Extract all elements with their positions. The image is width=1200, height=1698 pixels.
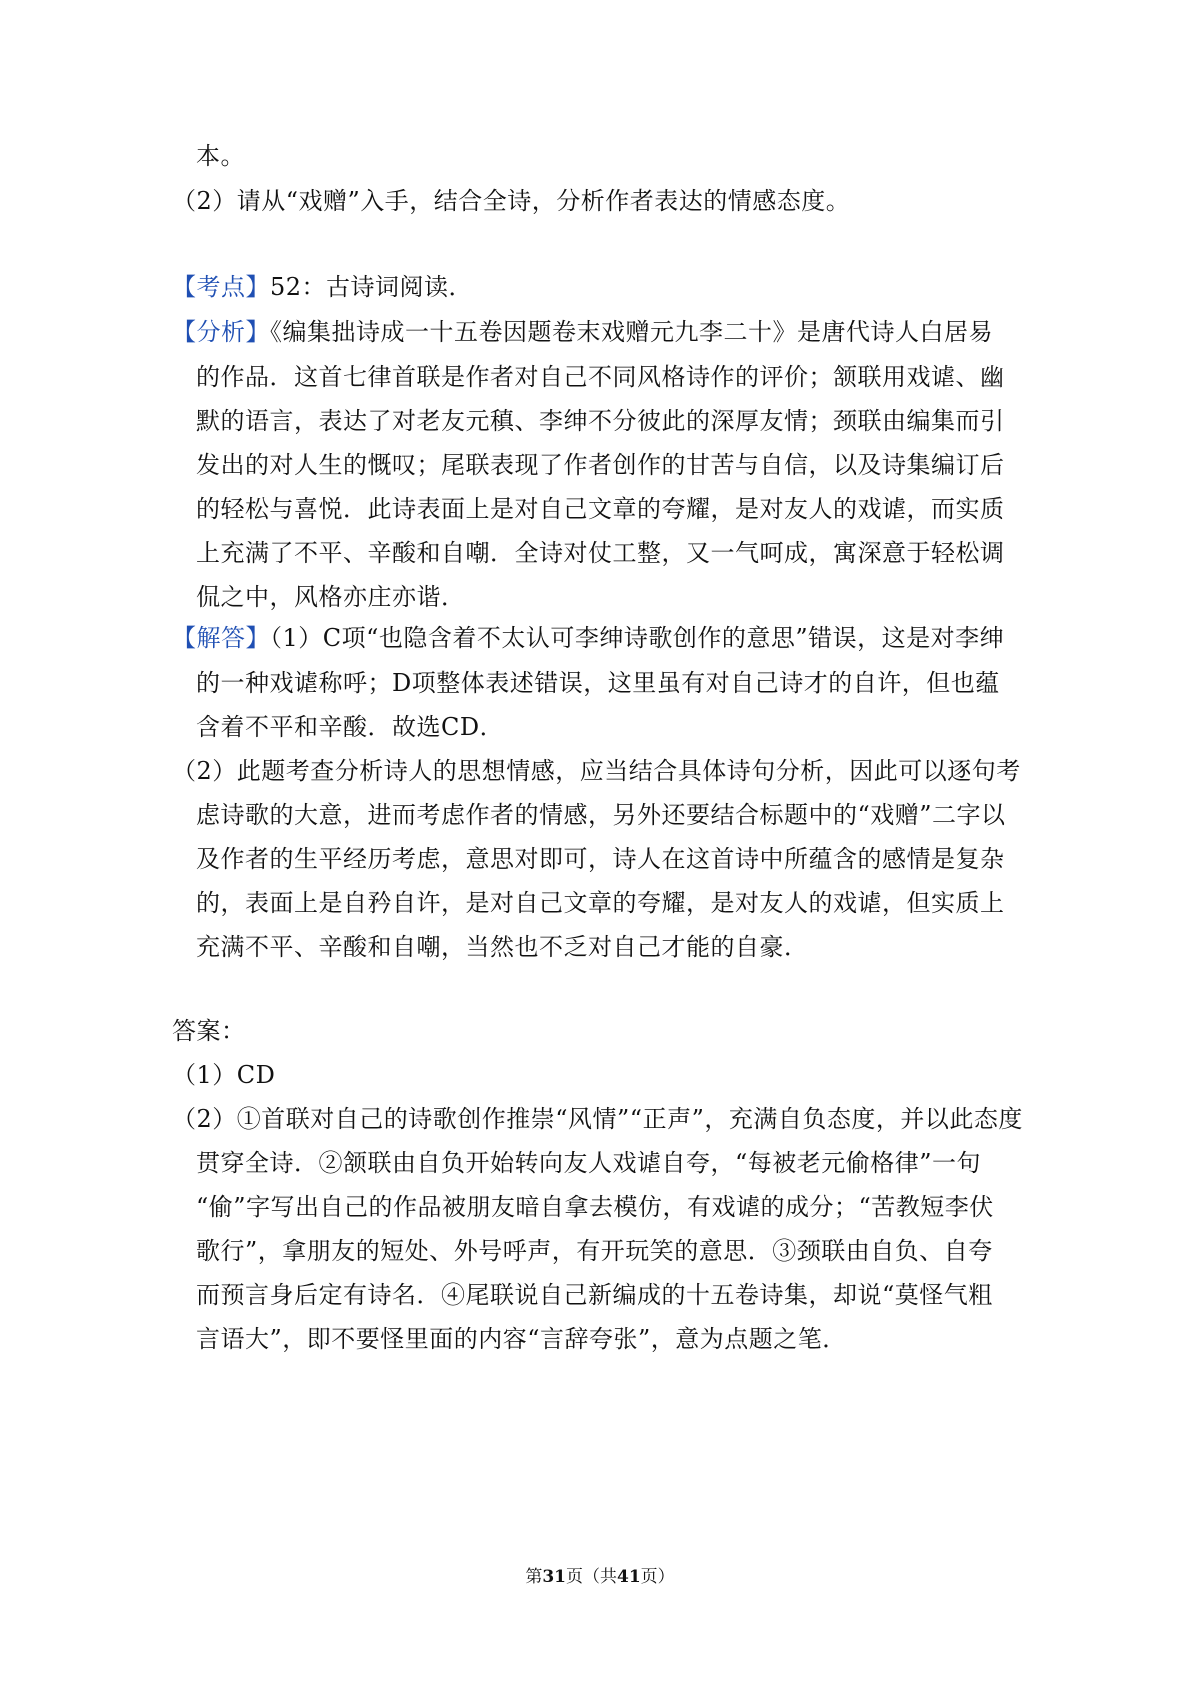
answer-2-line: 贯穿全诗．②颔联由自负开始转向友人戏谑自夸，“每被老元偷格律”一句 xyxy=(196,1149,982,1177)
jieda-part2-line: 的，表面上是自矜自许，是对自己文章的夸耀，是对友人的戏谑，但实质上 xyxy=(196,889,1005,917)
fenxi-line: 发出的对人生的慨叹；尾联表现了作者创作的甘苦与自信，以及诗集编订后 xyxy=(196,451,1005,479)
fenxi-line: 的轻松与喜悦．此诗表面上是对自己文章的夸耀，是对友人的戏谑，而实质 xyxy=(196,495,1005,523)
jieda-part2-line: 充满不平、辛酸和自嘲，当然也不乏对自己才能的自豪． xyxy=(196,933,809,961)
footer-prefix: 第 xyxy=(525,1567,543,1587)
jieda-line: 的一种戏谑称呼；D项整体表述错误，这里虽有对自己诗才的自许，但也蕴 xyxy=(196,669,1000,697)
kaodian-tag: 【考点】 xyxy=(172,273,270,301)
jieda-part2-line: （2）此题考查分析诗人的思想情感，应当结合具体诗句分析，因此可以逐句考 xyxy=(172,757,1021,785)
answer-1: （1）CD xyxy=(172,1061,276,1089)
answer-2-line: “偷”字写出自己的作品被朋友暗自拿去模仿，有戏谑的成分；“苦教短李伏 xyxy=(196,1193,994,1221)
answer-heading: 答案： xyxy=(172,1017,246,1045)
footer-total-pages: 41 xyxy=(617,1567,641,1587)
fenxi-line: 侃之中，风格亦庄亦谐． xyxy=(196,583,466,611)
page-footer xyxy=(0,1566,1200,1588)
fenxi-tag: 【分析】 xyxy=(172,318,270,346)
fenxi-row xyxy=(172,317,993,347)
footer-suffix: 页） xyxy=(640,1567,675,1587)
kaodian-text: 52：古诗词阅读． xyxy=(270,273,474,301)
fenxi-line: 的作品．这首七律首联是作者对自己不同风格诗作的评价；颔联用戏谑、幽 xyxy=(196,363,1005,391)
jieda-tag: 【解答】 xyxy=(172,624,270,652)
footer-mid: 页（共 xyxy=(566,1567,617,1587)
fenxi-line: 上充满了不平、辛酸和自嘲．全诗对仗工整，又一气呵成，寓深意于轻松调 xyxy=(196,539,1005,567)
jieda-row xyxy=(172,623,1004,653)
intro-line-1: 本。 xyxy=(196,142,245,170)
answer-2-line: 言语大”，即不要怪里面的内容“言辞夸张”，意为点题之笔． xyxy=(196,1325,847,1353)
answer-2-line: （2）①首联对自己的诗歌创作推崇“风情”“正声”，充满自负态度，并以此态度 xyxy=(172,1105,1023,1133)
jieda-part2-line: 虑诗歌的大意，进而考虑作者的情感，另外还要结合标题中的“戏赠”二字以 xyxy=(196,801,1006,829)
fenxi-line: 默的语言，表达了对老友元稹、李绅不分彼此的深厚友情；颈联由编集而引 xyxy=(196,407,1005,435)
jieda-line: （1）C项“也隐含着不太认可李绅诗歌创作的意思”错误，这是对李绅 xyxy=(270,624,1005,652)
answer-2-line: 歌行”，拿朋友的短处、外号呼声，有开玩笑的意思．③颈联由自负、自夸 xyxy=(196,1237,993,1265)
jieda-line: 含着不平和辛酸．故选CD． xyxy=(196,713,505,741)
footer-page-number: 31 xyxy=(542,1567,566,1587)
jieda-part2-line: 及作者的生平经历考虑，意思对即可，诗人在这首诗中所蕴含的感情是复杂 xyxy=(196,845,1005,873)
kaodian-row xyxy=(172,272,473,302)
answer-2-line: 而预言身后定有诗名．④尾联说自己新编成的十五卷诗集，却说“莫怪气粗 xyxy=(196,1281,993,1309)
question-2-prompt: （2）请从“戏赠”入手，结合全诗，分析作者表达的情感态度。 xyxy=(172,187,851,215)
fenxi-line: 《编集拙诗成一十五卷因题卷末戏赠元九李二十》是唐代诗人白居易 xyxy=(270,318,993,346)
